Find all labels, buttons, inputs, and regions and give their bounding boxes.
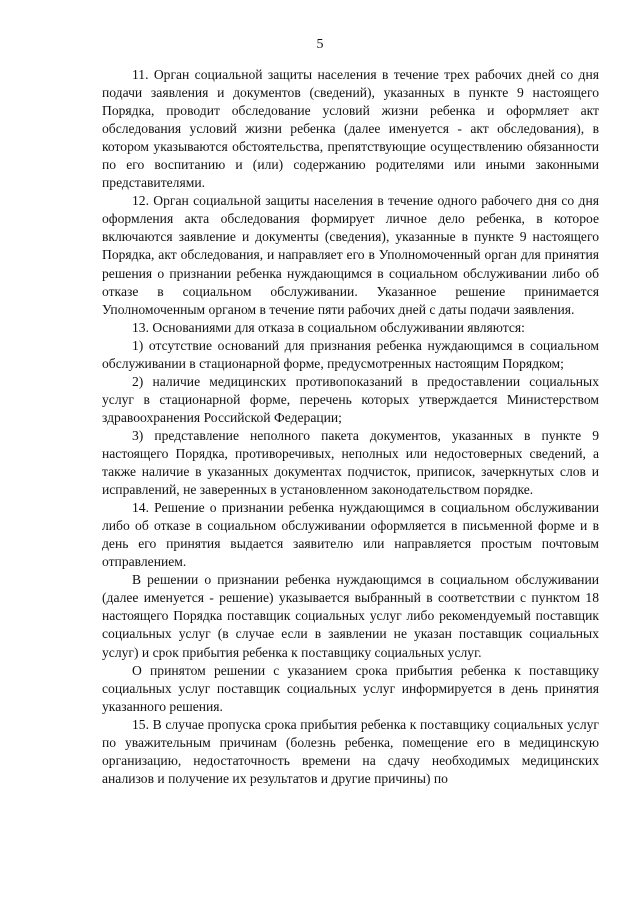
document-body xyxy=(102,66,599,788)
paragraph-14-notice: О принятом решении с указанием срока прибытия ребенка к поставщику социальных услуг поставщик социальных услуг информируется в день принятия указанного решения. xyxy=(102,662,599,714)
paragraph-13: 13. Основаниями для отказа в социальном обслуживании являются: xyxy=(132,319,525,335)
paragraph-13-item-3: 3) представление неполного пакета документов, указанных в пункте 9 настоящего Порядка, противоречивых, неполных или недостоверных сведений, а также наличие в указанных документах подчисток, приписок, зачеркнутых слов и исправлений, не заверенных в установленном законодательством порядке. xyxy=(102,427,599,498)
paragraph-15: 15. В случае пропуска срока прибытия ребенка к поставщику социальных услуг по уважительным причинам (болезнь ребенка, помещение его в медицинскую организацию, недостаточность времени на сдачу необходимых медицинских анализов и получение их результатов и другие причины) по xyxy=(102,716,599,786)
paragraph-12: 12. Орган социальной защиты населения в течение одного рабочего дня со дня оформления акта обследования формирует личное дело ребенка, в которое включаются заявление и документы (сведения), указанные в пункте 9 настоящего Порядка, акт обследования, и направляет его в Уполномоченный орган для принятия решения о признании ребенка нуждающимся в социальном обслуживании либо об отказе в социальном обслуживании. Указанное решение принимается Уполномоченным органом в течение пяти рабочих дней с даты подачи заявления. xyxy=(102,193,599,317)
paragraph-13-item-2: 2) наличие медицинских противопоказаний в предоставлении социальных услуг в стационарной форме, перечень которых утверждается Министерством здравоохранения Российской Федерации; xyxy=(102,373,599,425)
paragraph-13-item-1: 1) отсутствие оснований для признания ребенка нуждающимся в социальном обслуживании в стационарной форме, предусмотренных настоящим Порядком; xyxy=(102,337,599,371)
paragraph-14-decision: В решении о признании ребенка нуждающимся в социальном обслуживании (далее именуется - решение) указывается выбранный в соответствии с пунктом 18 настоящего Порядка поставщик социальных услуг либо рекомендуемый поставщик социальных услуг (в случае если в заявлении не указан поставщик социальных услуг) и срок прибытия ребенка к поставщику социальных услуг. xyxy=(102,572,599,660)
paragraph-14: 14. Решение о признании ребенка нуждающимся в социальном обслуживании либо об отказе в социальном обслуживании оформляется в письменной форме и в день его принятия выдается заявителю или направляется простым почтовым отправлением. xyxy=(102,500,599,570)
page-number: 5 xyxy=(316,37,324,52)
paragraph-11: 11. Орган социальной защиты населения в течение трех рабочих дней со дня подачи заявления и документов (сведений), указанных в пункте 9 настоящего Порядка, проводит обследование условий жизни ребенка и оформляет акт обследования условий жизни ребенка (далее именуется - акт обследования), в котором указываются обстоятельства, препятствующие осуществлению обязанности по его воспитанию и (или) содержанию родителями или иными законными представителями. xyxy=(102,67,599,191)
